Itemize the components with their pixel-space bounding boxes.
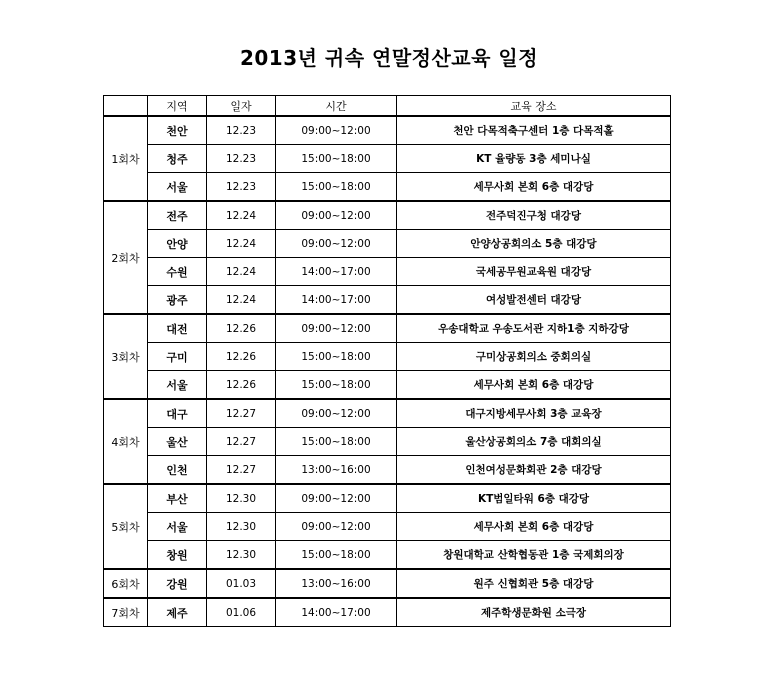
date-cell: 12.24 [207, 286, 276, 315]
table-row [104, 399, 671, 428]
date-cell: 12.30 [207, 541, 276, 570]
region-cell: 서울 [148, 371, 207, 400]
date-cell: 12.23 [207, 173, 276, 202]
time-cell: 15:00~18:00 [276, 343, 397, 371]
region-cell: 제주 [148, 598, 207, 627]
date-cell: 12.24 [207, 201, 276, 230]
date-cell: 12.30 [207, 513, 276, 541]
date-cell: 12.26 [207, 343, 276, 371]
time-cell: 14:00~17:00 [276, 286, 397, 315]
table-row [104, 145, 671, 173]
time-cell: 09:00~12:00 [276, 116, 397, 145]
schedule-body [104, 116, 671, 627]
time-cell: 09:00~12:00 [276, 399, 397, 428]
time-cell: 13:00~16:00 [276, 569, 397, 598]
region-cell: 인천 [148, 456, 207, 485]
date-cell: 12.23 [207, 145, 276, 173]
round-cell: 1회차 [104, 116, 148, 201]
region-cell: 대전 [148, 314, 207, 343]
time-cell: 09:00~12:00 [276, 513, 397, 541]
date-cell: 12.27 [207, 456, 276, 485]
region-cell: 안양 [148, 230, 207, 258]
venue-cell: 세무사회 본회 6층 대강당 [397, 173, 671, 202]
time-cell: 09:00~12:00 [276, 230, 397, 258]
table-row [104, 173, 671, 202]
round-cell: 7회차 [104, 598, 148, 627]
round-cell: 4회차 [104, 399, 148, 484]
time-cell: 13:00~16:00 [276, 456, 397, 485]
date-cell: 12.27 [207, 399, 276, 428]
date-cell: 01.03 [207, 569, 276, 598]
venue-cell: 여성발전센터 대강당 [397, 286, 671, 315]
time-cell: 15:00~18:00 [276, 145, 397, 173]
date-cell: 01.06 [207, 598, 276, 627]
schedule-header [104, 96, 671, 117]
venue-cell: 안양상공회의소 5층 대강당 [397, 230, 671, 258]
table-row [104, 513, 671, 541]
venue-cell: 구미상공회의소 중회의실 [397, 343, 671, 371]
table-row [104, 286, 671, 315]
table-row [104, 371, 671, 400]
header-date: 일자 [207, 96, 276, 117]
venue-cell: 인천여성문화회관 2층 대강당 [397, 456, 671, 485]
region-cell: 부산 [148, 484, 207, 513]
header-time: 시간 [276, 96, 397, 117]
round-cell: 6회차 [104, 569, 148, 598]
round-cell: 2회차 [104, 201, 148, 314]
date-cell: 12.24 [207, 258, 276, 286]
time-cell: 15:00~18:00 [276, 541, 397, 570]
venue-cell: 국세공무원교육원 대강당 [397, 258, 671, 286]
table-row [104, 484, 671, 513]
table-row [104, 201, 671, 230]
venue-cell: 천안 다목적축구센터 1층 다목적홀 [397, 116, 671, 145]
round-cell: 5회차 [104, 484, 148, 569]
time-cell: 09:00~12:00 [276, 314, 397, 343]
header-row [104, 96, 671, 117]
region-cell: 강원 [148, 569, 207, 598]
venue-cell: 창원대학교 산학협동관 1층 국제회의장 [397, 541, 671, 570]
time-cell: 14:00~17:00 [276, 598, 397, 627]
venue-cell: 전주덕진구청 대강당 [397, 201, 671, 230]
table-row [104, 116, 671, 145]
region-cell: 광주 [148, 286, 207, 315]
venue-cell: 우송대학교 우송도서관 지하1층 지하강당 [397, 314, 671, 343]
table-row [104, 541, 671, 570]
date-cell: 12.30 [207, 484, 276, 513]
venue-cell: KT범일타워 6층 대강당 [397, 484, 671, 513]
venue-cell: KT 율량동 3층 세미나실 [397, 145, 671, 173]
page-title: 2013년 귀속 연말정산교육 일정 [239, 46, 539, 70]
region-cell: 서울 [148, 513, 207, 541]
date-cell: 12.23 [207, 116, 276, 145]
time-cell: 09:00~12:00 [276, 484, 397, 513]
region-cell: 울산 [148, 428, 207, 456]
date-cell: 12.26 [207, 371, 276, 400]
region-cell: 수원 [148, 258, 207, 286]
venue-cell: 대구지방세무사회 3층 교육장 [397, 399, 671, 428]
table-row [104, 314, 671, 343]
region-cell: 창원 [148, 541, 207, 570]
time-cell: 09:00~12:00 [276, 201, 397, 230]
venue-cell: 세무사회 본회 6층 대강당 [397, 371, 671, 400]
header-round [104, 96, 148, 117]
region-cell: 대구 [148, 399, 207, 428]
venue-cell: 세무사회 본회 6층 대강당 [397, 513, 671, 541]
time-cell: 14:00~17:00 [276, 258, 397, 286]
header-venue: 교육 장소 [397, 96, 671, 117]
region-cell: 서울 [148, 173, 207, 202]
region-cell: 천안 [148, 116, 207, 145]
table-row [104, 258, 671, 286]
table-row [104, 230, 671, 258]
date-cell: 12.27 [207, 428, 276, 456]
header-region: 지역 [148, 96, 207, 117]
table-row [104, 343, 671, 371]
venue-cell: 울산상공회의소 7층 대회의실 [397, 428, 671, 456]
venue-cell: 원주 신협회관 5층 대강당 [397, 569, 671, 598]
table-row [104, 456, 671, 485]
table-row [104, 569, 671, 598]
venue-cell: 제주학생문화원 소극장 [397, 598, 671, 627]
date-cell: 12.26 [207, 314, 276, 343]
region-cell: 구미 [148, 343, 207, 371]
round-cell: 3회차 [104, 314, 148, 399]
date-cell: 12.24 [207, 230, 276, 258]
time-cell: 15:00~18:00 [276, 428, 397, 456]
time-cell: 15:00~18:00 [276, 371, 397, 400]
schedule-table [103, 95, 671, 627]
region-cell: 청주 [148, 145, 207, 173]
time-cell: 15:00~18:00 [276, 173, 397, 202]
table-row [104, 428, 671, 456]
table-row [104, 598, 671, 627]
region-cell: 전주 [148, 201, 207, 230]
